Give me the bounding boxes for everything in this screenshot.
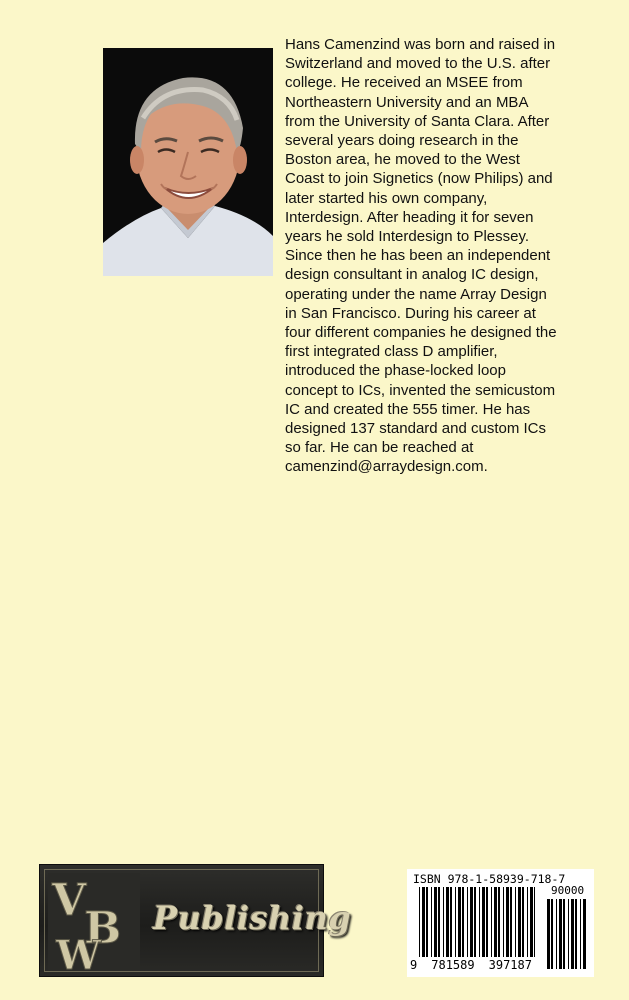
barcode-bar [486, 887, 488, 957]
isbn-label: ISBN 978-1-58939-718-7 [413, 872, 566, 886]
author-bio [285, 35, 585, 477]
bio-line: first integrated class D amplifier, [285, 343, 498, 361]
barcode-bar [455, 887, 456, 957]
vbw-monogram-icon [48, 873, 140, 971]
bio-line: college. He received an MSEE from [285, 74, 523, 92]
barcode-bar [556, 899, 557, 969]
barcode-bar [498, 887, 500, 957]
barcode-bar [515, 887, 516, 957]
bio-line: Since then he has been an independent [285, 247, 551, 265]
bio-line: Boston area, he moved to the West [285, 151, 520, 169]
monogram-letter-w: W [56, 932, 101, 971]
bio-line: so far. He can be reached at [285, 439, 474, 457]
barcode-bar [547, 899, 550, 969]
barcode-bar [559, 899, 562, 969]
barcode-bar [518, 887, 521, 957]
barcode-bar [583, 899, 586, 969]
barcode-digit-group: 397187 [488, 958, 532, 972]
bio-line: Hans Camenzind was born and raised in [285, 36, 556, 53]
price-code: 90000 [551, 884, 585, 897]
bio-line: Switzerland and moved to the U.S. after [285, 55, 551, 73]
barcode-bar [575, 899, 577, 969]
publisher-name: Publishing [153, 899, 352, 937]
barcode-bar [530, 887, 533, 957]
barcode-bar [494, 887, 497, 957]
monogram-letter-b: B [84, 903, 122, 954]
barcode-bar [482, 887, 485, 957]
bio-line: in San Francisco. During his career at [285, 304, 536, 322]
barcode-bar [474, 887, 476, 957]
bio-line: designed 137 standard and custom ICs [285, 420, 546, 438]
barcode-bar [446, 887, 449, 957]
bio-line: four different companies he designed the [285, 324, 557, 342]
bio-line: later started his own company, [285, 189, 488, 207]
barcode-bar [491, 887, 492, 957]
barcode-bar [568, 899, 569, 969]
publisher-logo [39, 864, 352, 977]
bio-line: camenzind@arraydesign.com. [285, 458, 488, 476]
barcode-bar [431, 887, 432, 957]
barcode-bar [479, 887, 480, 957]
barcode-bar [438, 887, 440, 957]
barcode-bar [506, 887, 509, 957]
barcode-bar [527, 887, 528, 957]
bio-line: IC and created the 555 timer. He has [285, 400, 531, 418]
author-portrait-icon [103, 48, 273, 276]
barcode-bar [470, 887, 473, 957]
bio-line: Northeastern University and an MBA [285, 93, 529, 111]
bio-line: years he sold Interdesign to Plessey. [285, 228, 530, 246]
barcode-digit-group: 781589 [431, 958, 475, 972]
barcode-bar [510, 887, 512, 957]
bio-line: Coast to join Signetics (now Philips) and [285, 170, 553, 188]
barcode-bar [563, 899, 565, 969]
barcode-bar [467, 887, 468, 957]
barcode-bar [534, 887, 535, 957]
barcode-digits [410, 958, 532, 972]
barcode-bar [462, 887, 464, 957]
author-photo [103, 48, 273, 276]
bio-line: operating under the name Array Design [285, 285, 547, 303]
bio-line: introduced the phase-locked loop [285, 362, 506, 380]
barcode-bar [503, 887, 504, 957]
barcode-digit-group: 9 [410, 958, 418, 972]
monogram-letter-v: V [52, 875, 87, 926]
isbn-barcode [407, 869, 594, 977]
barcode-bar [450, 887, 452, 957]
barcode-bar [571, 899, 574, 969]
barcode-bar [580, 899, 581, 969]
barcode-bar [419, 887, 420, 957]
barcode-bar [458, 887, 461, 957]
barcode-bar [522, 887, 524, 957]
barcode-bar [551, 899, 553, 969]
barcode-bar [422, 887, 425, 957]
barcode-bar [443, 887, 444, 957]
bio-line: design consultant in analog IC design, [285, 266, 539, 284]
barcode-bar [426, 887, 428, 957]
bio-line: several years doing research in the [285, 132, 519, 150]
bio-line: Interdesign. After heading it for seven [285, 208, 534, 226]
barcode-bar [434, 887, 437, 957]
bio-line: concept to ICs, invented the semicustom [285, 381, 556, 399]
bio-line: from the University of Santa Clara. After [285, 112, 550, 130]
